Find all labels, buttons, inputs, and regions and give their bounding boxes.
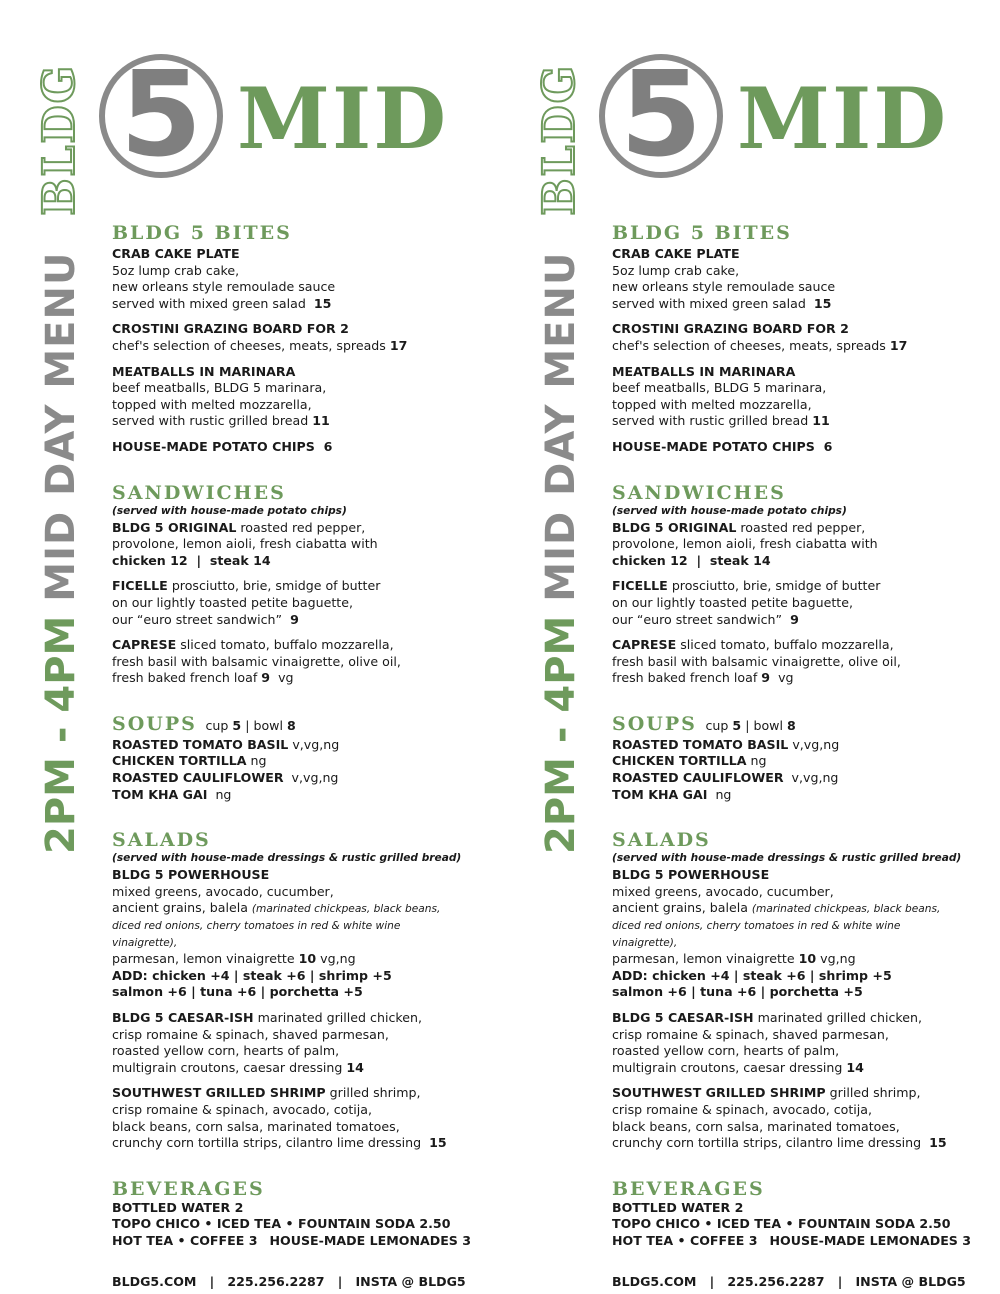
banner-title: MID DAY MENU [538, 251, 584, 602]
price: 10 [798, 951, 817, 967]
phone-number[interactable]: 225.256.2287 [727, 1273, 825, 1289]
beverage-line: TOPO CHICO • ICED TEA • FOUNTAIN SODA 2.50 [612, 1216, 951, 1232]
price: 15 [313, 295, 332, 311]
banner-brand: BLDG [34, 63, 85, 216]
instagram-handle[interactable]: INSTA @ BLDG5 [855, 1273, 966, 1289]
section-title-beverages: BEVERAGES [612, 1177, 765, 1200]
menu-body [612, 222, 992, 1290]
banner-hours: 2PM - 4PM [38, 615, 84, 854]
logo-word: MID [737, 69, 949, 168]
beverage-line: BOTTLED WATER 2 [112, 1199, 244, 1215]
beverage-line: BOTTLED WATER 2 [612, 1199, 744, 1215]
logo-number: 5 [119, 45, 203, 183]
beverage-line: TOPO CHICO • ICED TEA • FOUNTAIN SODA 2.50 [112, 1216, 451, 1232]
beverage-line: HOT TEA • COFFEE 3 HOUSE-MADE LEMONADES 3 [612, 1232, 972, 1248]
price: 14 [846, 1059, 864, 1075]
logo [595, 45, 955, 190]
menu-item-southwest: SOUTHWEST GRILLED SHRIMP grilled shrimp, crisp romaine & spinach, avocado, cotija, black beans, corn salsa, marinated tomatoes, crunchy corn tortilla strips, cilantro lime dressing 15 [612, 1085, 947, 1151]
menu-item-meatballs: MEATBALLS IN MARINARA beef meatballs, BLDG 5 marinara, topped with melted mozzarella, served with rustic grilled bread 11 [612, 363, 830, 429]
menu-item-crostini: CROSTINI GRAZING BOARD FOR 2 chef's selection of cheeses, meats, spreads 17 [112, 321, 408, 353]
menu-item-chips: HOUSE-MADE POTATO CHIPS 6 [112, 438, 333, 454]
website-link[interactable]: BLDG5.COM [112, 1273, 197, 1289]
menu-item-caprese: CAPRESE sliced tomato, buffalo mozzarella, fresh basil with balsamic vinaigrette, olive oil, fresh baked french loaf 9 vg [612, 637, 901, 686]
price: 11 [312, 413, 330, 429]
price: 6 [323, 438, 333, 454]
footer-contact: BLDG5.COM | 225.256.2287 | INSTA @ BLDG5 [112, 1273, 466, 1289]
list-item: CHICKEN TORTILLA ng [112, 753, 267, 769]
side-banner [34, 44, 85, 854]
menu-item-powerhouse: BLDG 5 POWERHOUSE mixed greens, avocado, cucumber, ancient grains, balela (marinated chickpeas, black beans, diced red onions, cherry tomatoes in red & white wine vinaigrette), parmesan, lemon vinaigrette 10 vg,ng ADD: chicken +4 | steak +6 | shrimp +5 salmon +6 | tuna +6 | porchetta +5 [112, 867, 441, 1000]
menu-item-crostini: CROSTINI GRAZING BOARD FOR 2 chef's selection of cheeses, meats, spreads 17 [612, 321, 908, 353]
section-title-bites: BLDG 5 BITES [612, 222, 792, 244]
menu-item-caesar: BLDG 5 CAESAR-ISH marinated grilled chicken, crisp romaine & spinach, shaved parmesan, roasted yellow corn, hearts of palm, multigrain croutons, caesar dressing 14 [612, 1010, 922, 1075]
section-title-sandwiches: SANDWICHES [112, 481, 286, 504]
price: 10 [298, 951, 317, 967]
menu-item-crab-cake: CRAB CAKE PLATE 5oz lump crab cake, new orleans style remoulade sauce served with mixed green salad 15 [112, 246, 336, 311]
phone-number[interactable]: 225.256.2287 [227, 1273, 325, 1289]
section-title-soups: SOUPS cup 5 | bowl 8 [612, 712, 796, 735]
list-item: ROASTED CAULIFLOWER v,vg,ng [112, 770, 339, 786]
menu-item-bldg5-original: BLDG 5 ORIGINAL roasted red pepper, provolone, lemon aioli, fresh ciabatta with chicken 12 | steak 14 [112, 519, 378, 568]
salads-note: (served with house-made dressings & rustic grilled bread) [612, 852, 962, 865]
banner-title: MID DAY MENU [38, 251, 84, 602]
section-title-soups: SOUPS cup 5 | bowl 8 [112, 712, 296, 735]
menu-panel-right [500, 0, 1000, 1294]
list-item: CHICKEN TORTILLA ng [612, 753, 767, 769]
price: 15 [929, 1135, 947, 1151]
list-item: TOM KHA GAI ng [612, 786, 732, 802]
price: 17 [889, 337, 908, 353]
banner-hours: 2PM - 4PM [538, 615, 584, 854]
menu-item-caesar: BLDG 5 CAESAR-ISH marinated grilled chicken, crisp romaine & spinach, shaved parmesan, roasted yellow corn, hearts of palm, multigrain croutons, caesar dressing 14 [112, 1010, 422, 1075]
section-title-bites: BLDG 5 BITES [112, 222, 292, 244]
menu-item-caprese: CAPRESE sliced tomato, buffalo mozzarella, fresh basil with balsamic vinaigrette, olive oil, fresh baked french loaf 9 vg [112, 637, 401, 686]
soup-list [612, 737, 992, 803]
section-title-salads: SALADS [112, 829, 211, 852]
list-item: ROASTED CAULIFLOWER v,vg,ng [612, 770, 839, 786]
price: 15 [429, 1135, 447, 1151]
list-item: TOM KHA GAI ng [112, 786, 232, 802]
section-title-sandwiches: SANDWICHES [612, 481, 786, 504]
menu-item-chips: HOUSE-MADE POTATO CHIPS 6 [612, 438, 833, 454]
sandwiches-note: (served with house-made potato chips) [612, 504, 847, 517]
price: 14 [346, 1059, 364, 1075]
menu-item-crab-cake: CRAB CAKE PLATE 5oz lump crab cake, new orleans style remoulade sauce served with mixed green salad 15 [612, 246, 836, 311]
logo-number: 5 [619, 45, 703, 183]
price: 17 [389, 337, 408, 353]
beverage-line: HOT TEA • COFFEE 3 HOUSE-MADE LEMONADES 3 [112, 1232, 472, 1248]
menu-item-meatballs: MEATBALLS IN MARINARA beef meatballs, BLDG 5 marinara, topped with melted mozzarella, served with rustic grilled bread 11 [112, 363, 330, 429]
price: 15 [813, 295, 832, 311]
section-title-beverages: BEVERAGES [112, 1177, 265, 1200]
menu-item-powerhouse: BLDG 5 POWERHOUSE mixed greens, avocado, cucumber, ancient grains, balela (marinated chickpeas, black beans, diced red onions, cherry tomatoes in red & white wine vinaigrette), parmesan, lemon vinaigrette 10 vg,ng ADD: chicken +4 | steak +6 | shrimp +5 salmon +6 | tuna +6 | porchetta +5 [612, 867, 941, 1000]
price: 6 [823, 438, 833, 454]
price: 11 [812, 413, 830, 429]
price: 9 [790, 611, 799, 627]
logo [95, 45, 455, 190]
menu-item-bldg5-original: BLDG 5 ORIGINAL roasted red pepper, provolone, lemon aioli, fresh ciabatta with chicken 12 | steak 14 [612, 519, 878, 568]
menu-item-ficelle: FICELLE prosciutto, brie, smidge of butter on our lightly toasted petite baguette, our “euro street sandwich” 9 [112, 578, 381, 627]
price: 9 [290, 611, 299, 627]
section-title-salads: SALADS [612, 829, 711, 852]
price: 9 [261, 670, 271, 686]
soup-list [112, 737, 492, 803]
side-banner [534, 44, 585, 854]
logo-word: MID [237, 69, 449, 168]
instagram-handle[interactable]: INSTA @ BLDG5 [355, 1273, 466, 1289]
price: 9 [761, 670, 771, 686]
sandwiches-note: (served with house-made potato chips) [112, 504, 347, 517]
menu-item-ficelle: FICELLE prosciutto, brie, smidge of butter on our lightly toasted petite baguette, our “euro street sandwich” 9 [612, 578, 881, 627]
list-item: ROASTED TOMATO BASIL v,vg,ng [112, 736, 340, 752]
footer-contact: BLDG5.COM | 225.256.2287 | INSTA @ BLDG5 [612, 1273, 966, 1289]
menu-item-southwest: SOUTHWEST GRILLED SHRIMP grilled shrimp, crisp romaine & spinach, avocado, cotija, black beans, corn salsa, marinated tomatoes, crunchy corn tortilla strips, cilantro lime dressing 15 [112, 1085, 447, 1151]
salads-note: (served with house-made dressings & rustic grilled bread) [112, 852, 462, 865]
website-link[interactable]: BLDG5.COM [612, 1273, 697, 1289]
list-item: ROASTED TOMATO BASIL v,vg,ng [612, 736, 840, 752]
banner-brand: BLDG [534, 63, 585, 216]
menu-body [112, 222, 492, 1290]
